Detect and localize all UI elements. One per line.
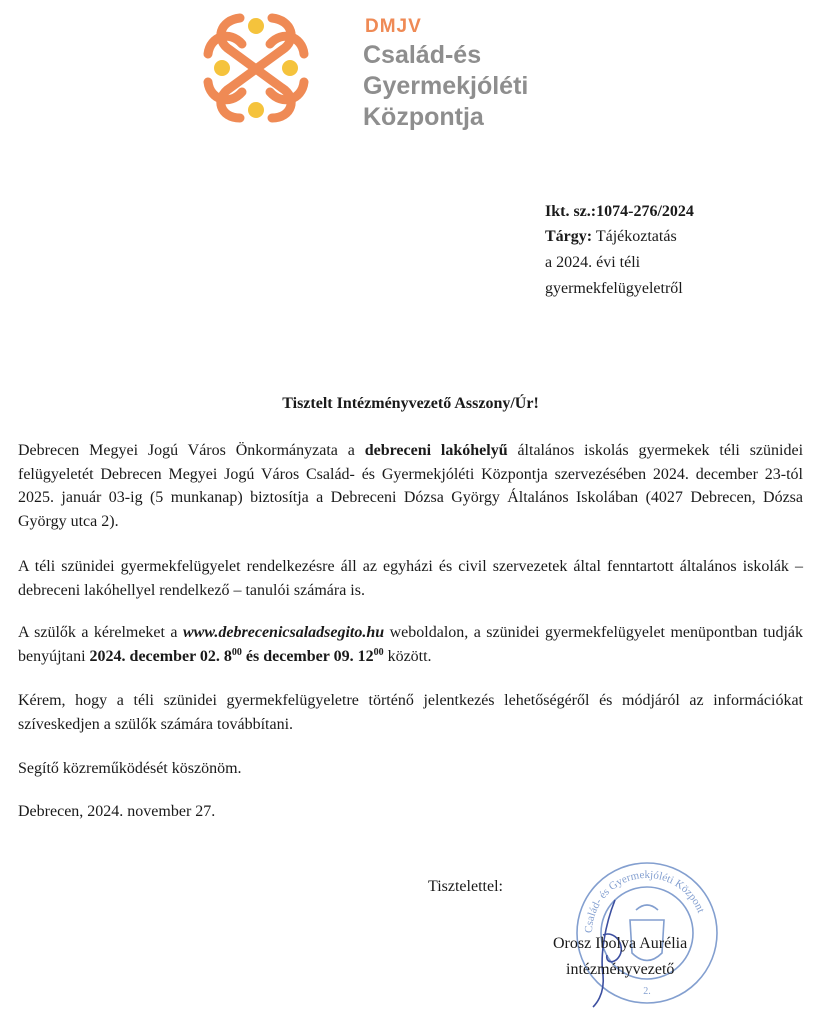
- signer-title: intézményvezető: [566, 961, 675, 978]
- p3-sup-1: 00: [231, 646, 242, 658]
- paragraph-1: [18, 439, 803, 533]
- date-line: Debrecen, 2024. november 27.: [18, 803, 216, 820]
- org-prefix: DMJV: [365, 16, 422, 37]
- subject-text-3: gyermekfelügyeletről: [545, 280, 683, 297]
- salutation: Tisztelt Intézményvezető Asszony/Úr!: [282, 395, 539, 412]
- p3-sup-2: 00: [373, 646, 384, 658]
- closing-greeting: Tisztelettel:: [428, 878, 503, 895]
- paragraph-3: [18, 621, 803, 668]
- stamp-text: Család- és Gyermekjóléti Központ: [582, 868, 707, 934]
- p3-date-2: és december 09. 12: [241, 647, 374, 665]
- stamp-number: 2.: [643, 986, 651, 997]
- subject-label: Tárgy:: [545, 228, 593, 245]
- org-name-line-3: Központja: [363, 103, 484, 131]
- org-name-line-1: Család-és: [363, 41, 482, 69]
- reference-number: Ikt. sz.:1074-276/2024: [545, 203, 694, 220]
- p3-text-a: A szülők a kérelmeket a: [18, 624, 183, 641]
- paragraph-4: Kérem, hogy a téli szünidei gyermekfelügyeletre történő jelentkezés lehetőségéről és módjáról az információkat szíveskedjen a szülők számára továbbítani.: [18, 692, 803, 733]
- paragraph-5: Segítő közreműködését köszönöm.: [18, 760, 242, 777]
- p3-text-b: weboldalon, a szünidei gyermekfelügyelet menüpontban tudják benyújtani: [18, 624, 803, 665]
- p1-text-a: Debrecen Megyei Jogú Város Önkormányzata a: [18, 442, 365, 459]
- signer-name: Orosz Ibolya Aurélia: [553, 935, 688, 952]
- p3-deadline: [90, 648, 384, 665]
- subject-text-1: Tájékoztatás: [595, 228, 677, 245]
- subject-line: [545, 225, 677, 249]
- logo-icon: [200, 6, 312, 130]
- p3-text-c: között.: [383, 647, 432, 665]
- p3-date-1: 2024. december 02. 8: [89, 647, 232, 665]
- website-link[interactable]: www.debrecenicsaladsegito.hu: [182, 624, 385, 641]
- paragraph-2: A téli szünidei gyermekfelügyelet rendelkezésre áll az egyházi és civil szervezetek által fenntartott általános iskolák – debreceni lakóhellyel rendelkező – tanulói számára is.: [18, 558, 803, 599]
- p1-bold: debreceni lakóhelyű: [364, 442, 508, 459]
- p1-text-c: általános iskolás gyermekek téli szünidei felügyeletét Debrecen Megyei Jogú Város Család- és Gyermekjóléti Központja szervezésében 2024. december 23-tól 2025. január 03-ig (5 munkanap) biztosítja a Debreceni Dózsa György Általános Iskolában (4027 Debrecen, Dózsa György utca 2).: [18, 442, 804, 530]
- subject-text-2: a 2024. évi téli: [545, 254, 641, 271]
- org-name-line-2: Gyermekjóléti: [363, 72, 529, 100]
